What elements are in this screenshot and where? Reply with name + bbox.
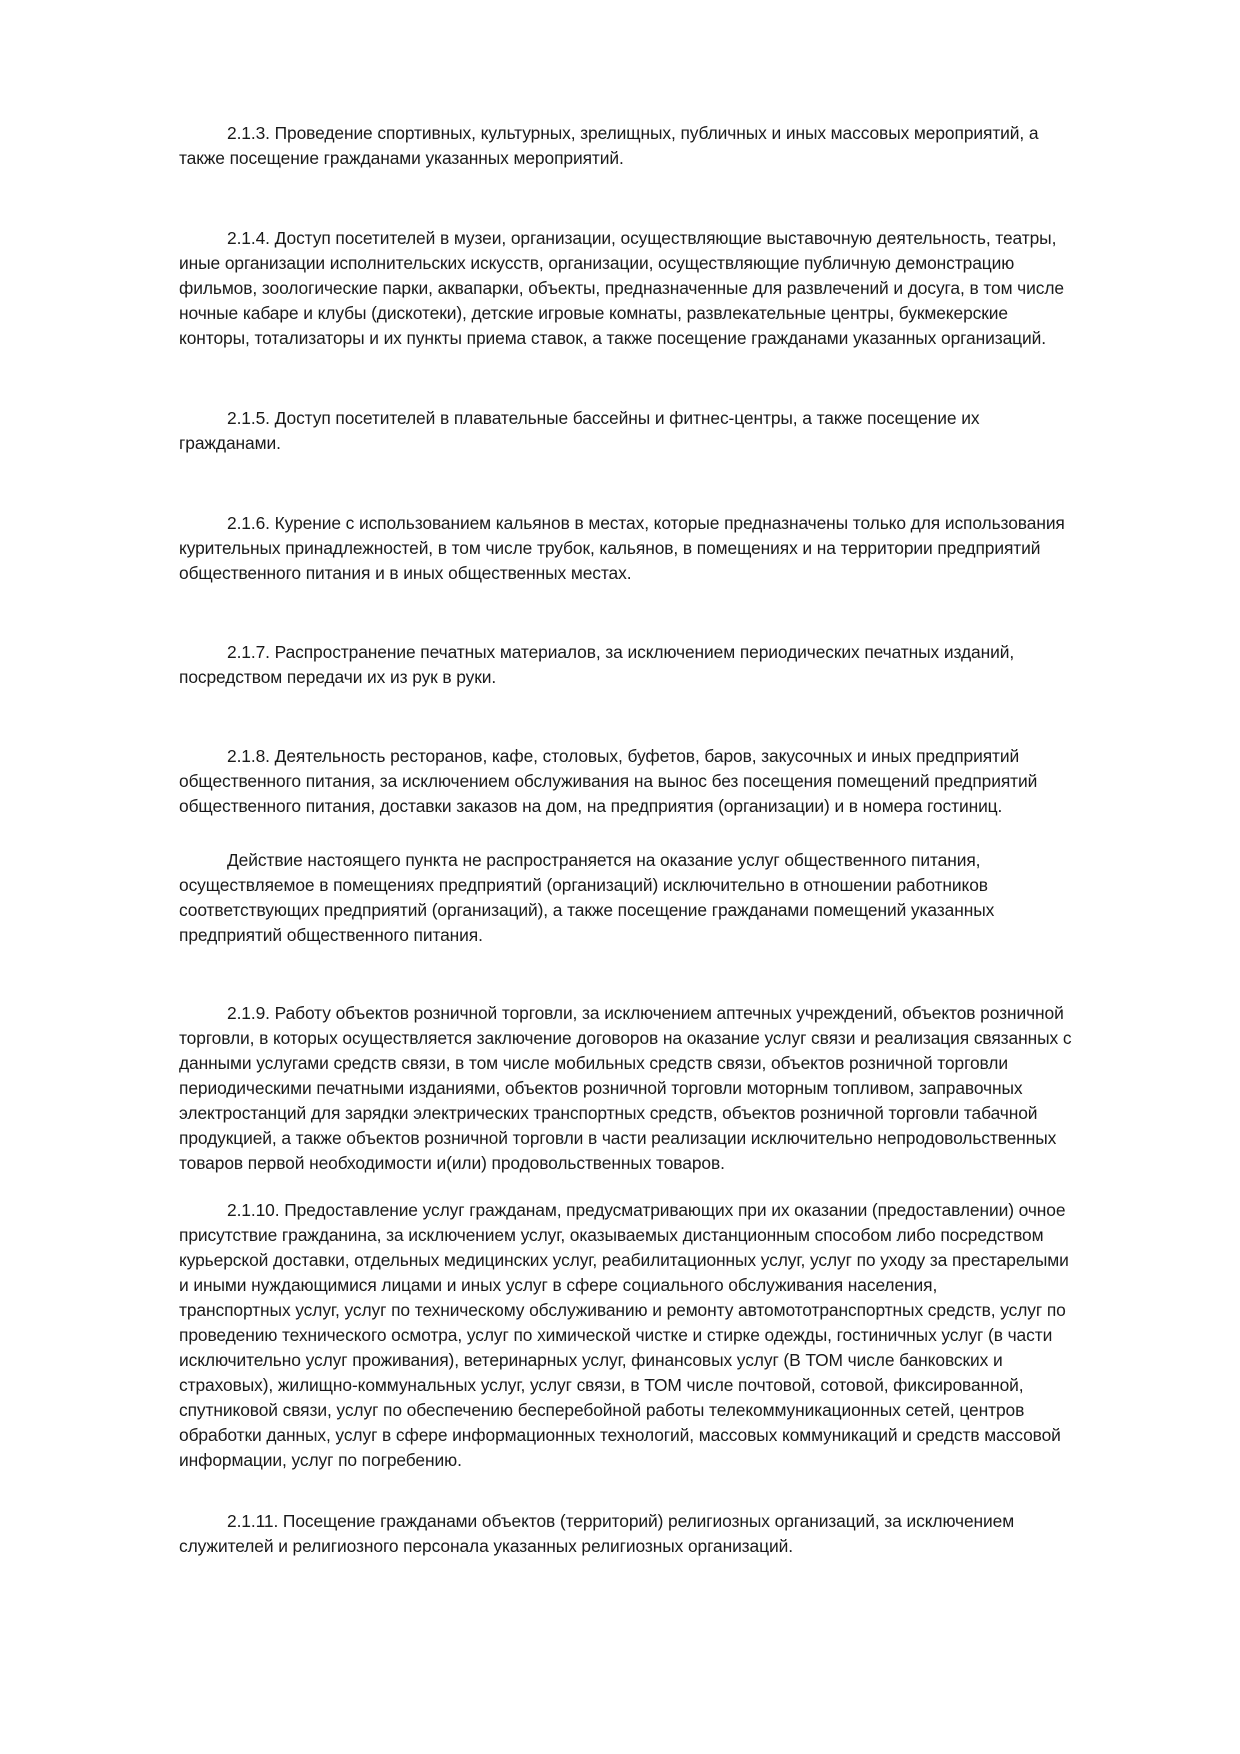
paragraph-line: курьерской доставки, отдельных медицинских услуг, реабилитационных услуг, услуг по уходу за престарелыми	[179, 1250, 1069, 1270]
paragraph-line: обработки данных, услуг в сфере информационных технологий, массовых коммуникаций и средств массовой	[179, 1425, 1061, 1445]
paragraph-line: 2.1.4. Доступ посетителей в музеи, организации, осуществляющие выставочную деятельность, театры,	[227, 228, 1057, 248]
paragraph-line: общественного питания, доставки заказов на дом, на предприятия (организации) и в номера гостиниц.	[179, 796, 1003, 816]
paragraph-2-1-6	[179, 511, 1159, 586]
paragraph-line: общественного питания, за исключением обслуживания на вынос без посещения помещений предприятий	[179, 771, 1038, 791]
paragraph-line: 2.1.6. Курение с использованием кальянов в местах, которые предназначены только для использования	[227, 513, 1065, 533]
paragraph-2-1-8	[179, 744, 1159, 819]
paragraph-line: 2.1.7. Распространение печатных материалов, за исключением периодических печатных изданий,	[227, 642, 1015, 662]
paragraph-line: 2.1.10. Предоставление услуг гражданам, предусматривающих при их оказании (предоставлении) очное	[227, 1200, 1066, 1220]
paragraph-line: спутниковой связи, услуг по обеспечению бесперебойной работы телекоммуникационных сетей, центров	[179, 1400, 1025, 1420]
paragraph-line: страховых), жилищно-коммунальных услуг, услуг связи, в ТОМ числе почтовой, сотовой, фиксированной,	[179, 1375, 1024, 1395]
paragraph-2-1-5	[179, 406, 1159, 456]
paragraph-2-1-3	[179, 121, 1159, 171]
paragraph-2-1-7	[179, 640, 1159, 690]
paragraph-line: осуществляемое в помещениях предприятий (организаций) исключительно в отношении работников	[179, 875, 988, 895]
paragraph-line: присутствие гражданина, за исключением услуг, оказываемых дистанционным способом либо посредством	[179, 1225, 1044, 1245]
paragraph-line: информации, услуг по погребению.	[179, 1450, 462, 1470]
paragraph-line: транспортных услуг, услуг по техническому обслуживанию и ремонту автомототранспортных средств, услуг по	[179, 1300, 1066, 1320]
paragraph-line: соответствующих предприятий (организаций), а также посещение гражданами помещений указанных	[179, 900, 995, 920]
paragraph-line: 2.1.11. Посещение гражданами объектов (территорий) религиозных организаций, за исключением	[227, 1511, 1015, 1531]
paragraph-line: периодическими печатными изданиями, объектов розничной торговли моторным топливом, заправочных	[179, 1078, 1023, 1098]
paragraph-line: гражданами.	[179, 433, 281, 453]
paragraph-line: продукцией, а также объектов розничной торговли в части реализации исключительно непродовольственных	[179, 1128, 1057, 1148]
paragraph-2-1-10	[179, 1198, 1159, 1473]
paragraph-line: иные организации исполнительских искусств, организации, осуществляющие публичную демонстрацию	[179, 253, 1015, 273]
paragraph-line: служителей и религиозного персонала указанных религиозных организаций.	[179, 1536, 793, 1556]
paragraph-line: посредством передачи их из рук в руки.	[179, 667, 497, 687]
paragraph-line: курительных принадлежностей, в том числе трубок, кальянов, в помещениях и на территории предприятий	[179, 538, 1041, 558]
paragraph-line: общественного питания и в иных общественных местах.	[179, 563, 632, 583]
paragraph-line: 2.1.3. Проведение спортивных, культурных, зрелищных, публичных и иных массовых мероприятий, а	[227, 123, 1039, 143]
paragraph-line: предприятий общественного питания.	[179, 925, 483, 945]
paragraph-2-1-4	[179, 226, 1159, 351]
paragraph-line: 2.1.9. Работу объектов розничной торговли, за исключением аптечных учреждений, объектов розничной	[227, 1003, 1064, 1023]
paragraph-line: и иными нуждающимися лицами и иных услуг в сфере социального обслуживания населения,	[179, 1275, 938, 1295]
paragraph-line: исключительно услуг проживания), ветеринарных услуг, финансовых услуг (В ТОМ числе банковских и	[179, 1350, 1003, 1370]
paragraph-line: проведению технического осмотра, услуг по химической чистке и стирке одежды, гостиничных услуг (в части	[179, 1325, 1053, 1345]
paragraph-line: торговли, в которых осуществляется заключение договоров на оказание услуг связи и реализация связанных с	[179, 1028, 1072, 1048]
paragraph-line: также посещение гражданами указанных мероприятий.	[179, 148, 624, 168]
paragraph-2-1-11	[179, 1509, 1159, 1559]
paragraph-line: данными услугами средств связи, в том числе мобильных средств связи, объектов розничной торговли	[179, 1053, 1008, 1073]
paragraph-line: 2.1.8. Деятельность ресторанов, кафе, столовых, буфетов, баров, закусочных и иных предприятий	[227, 746, 1020, 766]
paragraph-line: конторы, тотализаторы и их пункты приема ставок, а также посещение гражданами указанных организаций.	[179, 328, 1046, 348]
paragraph-line: товаров первой необходимости и(или) продовольственных товаров.	[179, 1153, 725, 1173]
paragraph-line: Действие настоящего пункта не распространяется на оказание услуг общественного питания,	[227, 850, 981, 870]
paragraph-2-1-8-note	[179, 848, 1159, 948]
paragraph-line: фильмов, зоологические парки, аквапарки, объекты, предназначенные для развлечений и досуга, в том числе	[179, 278, 1064, 298]
paragraph-2-1-9	[179, 1001, 1159, 1176]
paragraph-line: 2.1.5. Доступ посетителей в плавательные бассейны и фитнес-центры, а также посещение их	[227, 408, 980, 428]
paragraph-line: электростанций для зарядки электрических транспортных средств, объектов розничной торговли табачной	[179, 1103, 1038, 1123]
paragraph-line: ночные кабаре и клубы (дискотеки), детские игровые комнаты, развлекательные центры, букмекерские	[179, 303, 1008, 323]
